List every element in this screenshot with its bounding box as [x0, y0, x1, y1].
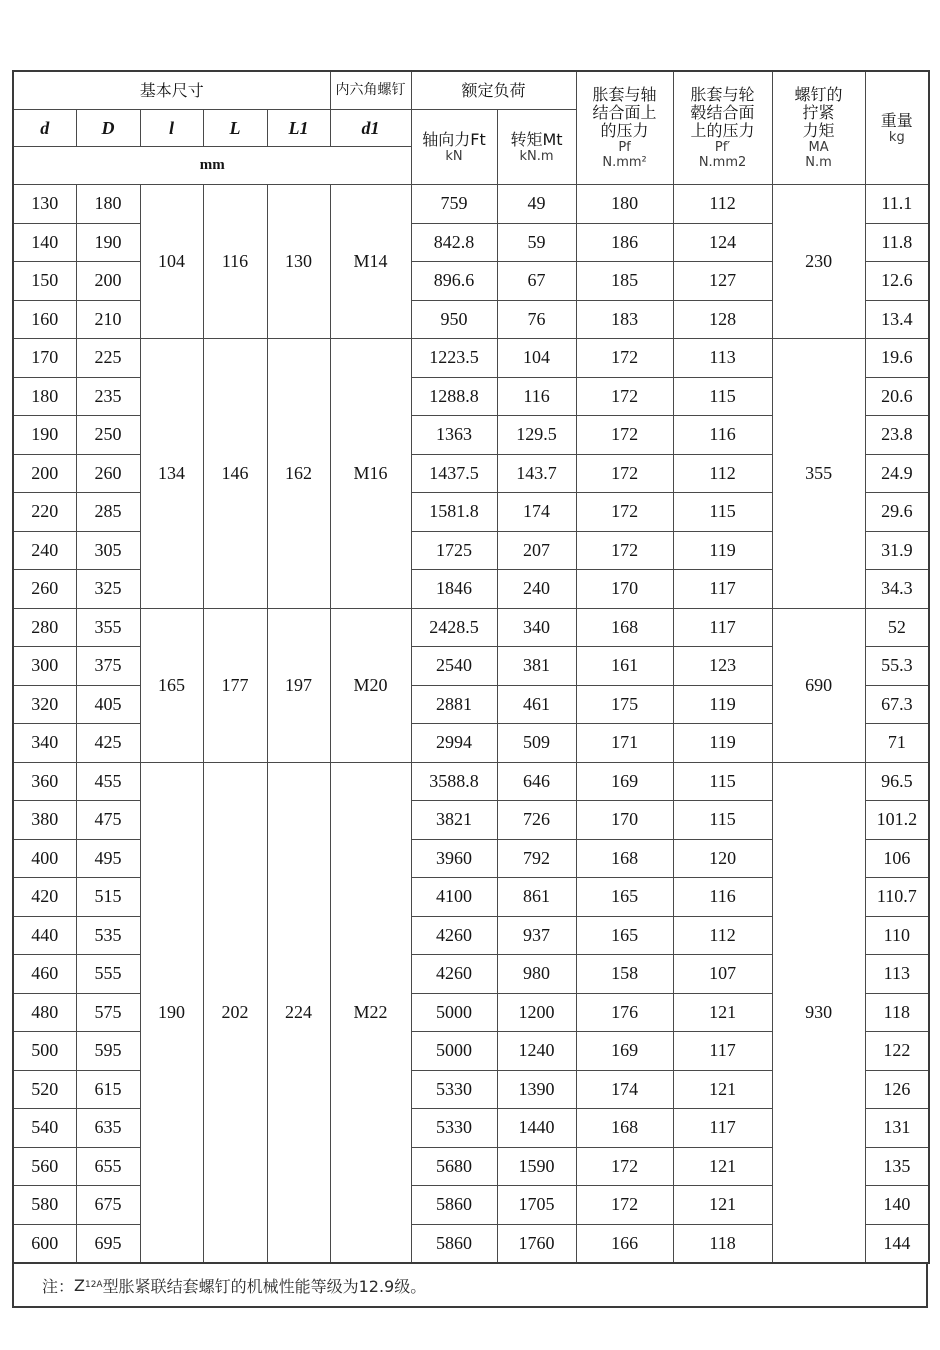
- cell-d: 320: [13, 685, 76, 724]
- cell-d: 360: [13, 762, 76, 801]
- cell-shaft-pressure: 161: [576, 647, 673, 686]
- cell-weight: 144: [865, 1224, 929, 1263]
- cell-D: 190: [76, 223, 140, 262]
- cell-weight: 140: [865, 1186, 929, 1225]
- header-torque: [497, 110, 576, 185]
- hub-pressure-line-1: 胀套与轮: [690, 85, 755, 104]
- cell-torque: 980: [497, 955, 576, 994]
- cell-axial-force: 950: [411, 300, 497, 339]
- cell-D: 675: [76, 1186, 140, 1225]
- cell-shaft-pressure: 166: [576, 1224, 673, 1263]
- cell-hub-pressure: 117: [673, 570, 772, 609]
- cell-hub-pressure: 119: [673, 685, 772, 724]
- cell-D: 595: [76, 1032, 140, 1071]
- cell-d: 200: [13, 454, 76, 493]
- cell-shaft-pressure: 180: [576, 185, 673, 224]
- cell-L: 146: [203, 339, 267, 609]
- cell-L: 202: [203, 762, 267, 1263]
- shaft-pressure-unit: N.mm²: [602, 155, 647, 170]
- cell-d: 140: [13, 223, 76, 262]
- cell-hub-pressure: 119: [673, 531, 772, 570]
- cell-d1: M16: [330, 339, 411, 609]
- cell-weight: 29.6: [865, 493, 929, 532]
- cell-weight: 122: [865, 1032, 929, 1071]
- cell-d: 300: [13, 647, 76, 686]
- cell-hub-pressure: 127: [673, 262, 772, 301]
- cell-weight: 106: [865, 839, 929, 878]
- cell-torque: 207: [497, 531, 576, 570]
- cell-torque: 461: [497, 685, 576, 724]
- cell-d: 280: [13, 608, 76, 647]
- cell-axial-force: 2428.5: [411, 608, 497, 647]
- header-unit-mm: mm: [13, 147, 411, 185]
- cell-hub-pressure: 115: [673, 801, 772, 840]
- cell-shaft-pressure: 172: [576, 1147, 673, 1186]
- cell-weight: 11.1: [865, 185, 929, 224]
- axial-force-label: 轴向力Ft: [422, 130, 486, 149]
- cell-D: 355: [76, 608, 140, 647]
- cell-shaft-pressure: 170: [576, 570, 673, 609]
- cell-d: 400: [13, 839, 76, 878]
- header-col-d: d: [13, 110, 76, 147]
- cell-shaft-pressure: 175: [576, 685, 673, 724]
- table-row: [13, 339, 929, 378]
- screw-torque-unit: N.m: [805, 155, 832, 170]
- cell-screw-torque: 355: [772, 339, 865, 609]
- screw-torque-line-1: 螺钉的: [794, 85, 843, 104]
- cell-shaft-pressure: 171: [576, 724, 673, 763]
- cell-torque: 509: [497, 724, 576, 763]
- table-row: [13, 185, 929, 224]
- hub-pressure-line-2: 毂结合面: [690, 103, 755, 122]
- cell-axial-force: 2881: [411, 685, 497, 724]
- cell-d: 260: [13, 570, 76, 609]
- cell-shaft-pressure: 168: [576, 608, 673, 647]
- shaft-pressure-line-3: 的压力: [600, 121, 649, 140]
- cell-torque: 1240: [497, 1032, 576, 1071]
- cell-axial-force: 5330: [411, 1109, 497, 1148]
- cell-D: 515: [76, 878, 140, 917]
- cell-torque: 646: [497, 762, 576, 801]
- cell-d1: M14: [330, 185, 411, 339]
- cell-weight: 113: [865, 955, 929, 994]
- header-col-l: l: [140, 110, 203, 147]
- cell-shaft-pressure: 172: [576, 339, 673, 378]
- cell-hub-pressure: 117: [673, 608, 772, 647]
- cell-torque: 116: [497, 377, 576, 416]
- cell-hub-pressure: 112: [673, 916, 772, 955]
- cell-axial-force: 5000: [411, 993, 497, 1032]
- col-L1-text: L1: [288, 117, 309, 138]
- cell-shaft-pressure: 165: [576, 916, 673, 955]
- cell-axial-force: 842.8: [411, 223, 497, 262]
- cell-L: 177: [203, 608, 267, 762]
- cell-D: 575: [76, 993, 140, 1032]
- hub-pressure-symbol: Pf′: [714, 140, 731, 155]
- torque-unit: kN.m: [519, 149, 554, 164]
- cell-axial-force: 759: [411, 185, 497, 224]
- cell-D: 225: [76, 339, 140, 378]
- cell-d: 540: [13, 1109, 76, 1148]
- cell-torque: 129.5: [497, 416, 576, 455]
- cell-axial-force: 5860: [411, 1186, 497, 1225]
- cell-torque: 1760: [497, 1224, 576, 1263]
- cell-hub-pressure: 121: [673, 1147, 772, 1186]
- cell-shaft-pressure: 169: [576, 762, 673, 801]
- cell-torque: 67: [497, 262, 576, 301]
- header-col-D: D: [76, 110, 140, 147]
- cell-D: 305: [76, 531, 140, 570]
- cell-D: 475: [76, 801, 140, 840]
- cell-weight: 96.5: [865, 762, 929, 801]
- cell-axial-force: 4260: [411, 916, 497, 955]
- cell-L1: 130: [267, 185, 330, 339]
- screw-torque-symbol: MA: [808, 140, 829, 155]
- screw-torque-line-3: 力矩: [802, 121, 835, 140]
- cell-shaft-pressure: 172: [576, 1186, 673, 1225]
- cell-shaft-pressure: 172: [576, 416, 673, 455]
- cell-L1: 224: [267, 762, 330, 1263]
- cell-axial-force: 5680: [411, 1147, 497, 1186]
- cell-hub-pressure: 116: [673, 416, 772, 455]
- cell-hub-pressure: 113: [673, 339, 772, 378]
- cell-d: 220: [13, 493, 76, 532]
- header-weight: [865, 71, 929, 185]
- cell-hub-pressure: 115: [673, 377, 772, 416]
- header-basic-size: 基本尺寸: [13, 71, 330, 110]
- cell-torque: 1390: [497, 1070, 576, 1109]
- cell-D: 375: [76, 647, 140, 686]
- cell-hub-pressure: 128: [673, 300, 772, 339]
- cell-hub-pressure: 117: [673, 1109, 772, 1148]
- cell-d1: M22: [330, 762, 411, 1263]
- spec-sheet: [12, 70, 928, 1308]
- cell-shaft-pressure: 174: [576, 1070, 673, 1109]
- cell-D: 425: [76, 724, 140, 763]
- cell-l: 190: [140, 762, 203, 1263]
- cell-D: 495: [76, 839, 140, 878]
- cell-D: 210: [76, 300, 140, 339]
- cell-torque: 104: [497, 339, 576, 378]
- cell-shaft-pressure: 172: [576, 454, 673, 493]
- cell-axial-force: 1223.5: [411, 339, 497, 378]
- cell-D: 635: [76, 1109, 140, 1148]
- weight-label: 重量: [880, 111, 913, 130]
- cell-hub-pressure: 115: [673, 762, 772, 801]
- cell-d: 580: [13, 1186, 76, 1225]
- cell-torque: 59: [497, 223, 576, 262]
- screw-torque-line-2: 拧紧: [802, 103, 835, 122]
- cell-d: 180: [13, 377, 76, 416]
- cell-shaft-pressure: 172: [576, 493, 673, 532]
- cell-d: 240: [13, 531, 76, 570]
- header-screw-torque: [772, 71, 865, 185]
- cell-weight: 110.7: [865, 878, 929, 917]
- cell-shaft-pressure: 172: [576, 531, 673, 570]
- cell-weight: 24.9: [865, 454, 929, 493]
- cell-D: 615: [76, 1070, 140, 1109]
- note-z: Z: [74, 1275, 85, 1295]
- cell-hub-pressure: 107: [673, 955, 772, 994]
- cell-shaft-pressure: 165: [576, 878, 673, 917]
- cell-weight: 19.6: [865, 339, 929, 378]
- note-text: 型胀紧联结套螺钉的机械性能等级为12.9级。: [102, 1276, 427, 1296]
- cell-hub-pressure: 123: [673, 647, 772, 686]
- cell-hub-pressure: 121: [673, 1070, 772, 1109]
- cell-axial-force: 1437.5: [411, 454, 497, 493]
- cell-torque: 340: [497, 608, 576, 647]
- cell-torque: 1590: [497, 1147, 576, 1186]
- cell-torque: 174: [497, 493, 576, 532]
- cell-d: 560: [13, 1147, 76, 1186]
- cell-d: 130: [13, 185, 76, 224]
- cell-d: 170: [13, 339, 76, 378]
- torque-label: 转矩Mt: [510, 130, 563, 149]
- cell-axial-force: 1288.8: [411, 377, 497, 416]
- cell-weight: 118: [865, 993, 929, 1032]
- cell-axial-force: 3821: [411, 801, 497, 840]
- cell-d: 520: [13, 1070, 76, 1109]
- cell-D: 535: [76, 916, 140, 955]
- cell-weight: 110: [865, 916, 929, 955]
- cell-d: 150: [13, 262, 76, 301]
- cell-hub-pressure: 112: [673, 185, 772, 224]
- cell-shaft-pressure: 183: [576, 300, 673, 339]
- cell-hub-pressure: 115: [673, 493, 772, 532]
- cell-hub-pressure: 117: [673, 1032, 772, 1071]
- cell-l: 165: [140, 608, 203, 762]
- header-col-L1: [267, 110, 330, 147]
- cell-weight: 55.3: [865, 647, 929, 686]
- cell-d: 160: [13, 300, 76, 339]
- cell-axial-force: 1725: [411, 531, 497, 570]
- cell-hub-pressure: 118: [673, 1224, 772, 1263]
- cell-screw-torque: 690: [772, 608, 865, 762]
- cell-hub-pressure: 119: [673, 724, 772, 763]
- header-row-1: [13, 71, 929, 110]
- cell-axial-force: 1846: [411, 570, 497, 609]
- table-row: [13, 608, 929, 647]
- header-hub-pressure: [673, 71, 772, 185]
- cell-torque: 49: [497, 185, 576, 224]
- cell-D: 285: [76, 493, 140, 532]
- cell-weight: 23.8: [865, 416, 929, 455]
- cell-D: 405: [76, 685, 140, 724]
- cell-shaft-pressure: 172: [576, 377, 673, 416]
- cell-shaft-pressure: 176: [576, 993, 673, 1032]
- cell-D: 325: [76, 570, 140, 609]
- cell-torque: 792: [497, 839, 576, 878]
- cell-D: 455: [76, 762, 140, 801]
- header-col-L: L: [203, 110, 267, 147]
- cell-hub-pressure: 112: [673, 454, 772, 493]
- cell-torque: 240: [497, 570, 576, 609]
- header-bolt: 内六角螺钉: [330, 71, 411, 110]
- cell-axial-force: 5000: [411, 1032, 497, 1071]
- cell-D: 200: [76, 262, 140, 301]
- axial-force-unit: kN: [445, 149, 463, 164]
- cell-D: 260: [76, 454, 140, 493]
- cell-axial-force: 2540: [411, 647, 497, 686]
- cell-axial-force: 3588.8: [411, 762, 497, 801]
- cell-d: 460: [13, 955, 76, 994]
- cell-d: 500: [13, 1032, 76, 1071]
- cell-weight: 71: [865, 724, 929, 763]
- cell-torque: 381: [497, 647, 576, 686]
- shaft-pressure-symbol: Pf: [618, 140, 631, 155]
- shaft-pressure-line-2: 结合面上: [592, 103, 657, 122]
- cell-screw-torque: 930: [772, 762, 865, 1263]
- cell-weight: 34.3: [865, 570, 929, 609]
- cell-weight: 67.3: [865, 685, 929, 724]
- cell-hub-pressure: 121: [673, 993, 772, 1032]
- header-col-d1: [330, 110, 411, 147]
- cell-screw-torque: 230: [772, 185, 865, 339]
- cell-shaft-pressure: 170: [576, 801, 673, 840]
- cell-weight: 31.9: [865, 531, 929, 570]
- cell-L1: 197: [267, 608, 330, 762]
- header-shaft-pressure: [576, 71, 673, 185]
- cell-torque: 726: [497, 801, 576, 840]
- cell-axial-force: 3960: [411, 839, 497, 878]
- cell-weight: 12.6: [865, 262, 929, 301]
- cell-weight: 13.4: [865, 300, 929, 339]
- cell-shaft-pressure: 186: [576, 223, 673, 262]
- cell-D: 180: [76, 185, 140, 224]
- cell-l: 104: [140, 185, 203, 339]
- cell-shaft-pressure: 185: [576, 262, 673, 301]
- cell-d: 480: [13, 993, 76, 1032]
- cell-d: 380: [13, 801, 76, 840]
- cell-weight: 11.8: [865, 223, 929, 262]
- spec-table: [12, 70, 930, 1264]
- cell-shaft-pressure: 168: [576, 1109, 673, 1148]
- note-prefix: 注：: [42, 1276, 75, 1296]
- cell-hub-pressure: 116: [673, 878, 772, 917]
- cell-d: 600: [13, 1224, 76, 1263]
- cell-L1: 162: [267, 339, 330, 609]
- cell-torque: 1200: [497, 993, 576, 1032]
- cell-hub-pressure: 124: [673, 223, 772, 262]
- cell-D: 655: [76, 1147, 140, 1186]
- cell-hub-pressure: 121: [673, 1186, 772, 1225]
- cell-axial-force: 1581.8: [411, 493, 497, 532]
- cell-torque: 1440: [497, 1109, 576, 1148]
- cell-d: 440: [13, 916, 76, 955]
- cell-torque: 1705: [497, 1186, 576, 1225]
- cell-D: 235: [76, 377, 140, 416]
- cell-shaft-pressure: 169: [576, 1032, 673, 1071]
- cell-torque: 861: [497, 878, 576, 917]
- cell-weight: 52: [865, 608, 929, 647]
- cell-D: 555: [76, 955, 140, 994]
- shaft-pressure-line-1: 胀套与轴: [592, 85, 657, 104]
- cell-d: 190: [13, 416, 76, 455]
- table-row: [13, 762, 929, 801]
- cell-shaft-pressure: 168: [576, 839, 673, 878]
- cell-d: 340: [13, 724, 76, 763]
- cell-l: 134: [140, 339, 203, 609]
- cell-weight: 101.2: [865, 801, 929, 840]
- cell-D: 695: [76, 1224, 140, 1263]
- hub-pressure-line-3: 上的压力: [690, 121, 755, 140]
- col-d1-text: d1: [361, 117, 380, 138]
- cell-torque: 937: [497, 916, 576, 955]
- cell-hub-pressure: 120: [673, 839, 772, 878]
- header-axial-force: [411, 110, 497, 185]
- cell-axial-force: 5330: [411, 1070, 497, 1109]
- hub-pressure-unit: N.mm2: [698, 155, 747, 170]
- cell-axial-force: 896.6: [411, 262, 497, 301]
- note-z-subscript: 12A: [84, 1280, 103, 1290]
- cell-weight: 131: [865, 1109, 929, 1148]
- cell-shaft-pressure: 158: [576, 955, 673, 994]
- cell-d1: M20: [330, 608, 411, 762]
- table-body: [13, 71, 929, 1263]
- cell-weight: 126: [865, 1070, 929, 1109]
- footnote: [12, 1264, 928, 1308]
- cell-d: 420: [13, 878, 76, 917]
- cell-axial-force: 5860: [411, 1224, 497, 1263]
- cell-torque: 76: [497, 300, 576, 339]
- cell-L: 116: [203, 185, 267, 339]
- cell-axial-force: 4260: [411, 955, 497, 994]
- cell-torque: 143.7: [497, 454, 576, 493]
- header-rated-load: 额定负荷: [411, 71, 576, 110]
- cell-axial-force: 1363: [411, 416, 497, 455]
- cell-axial-force: 2994: [411, 724, 497, 763]
- cell-D: 250: [76, 416, 140, 455]
- cell-weight: 20.6: [865, 377, 929, 416]
- weight-unit: kg: [888, 130, 905, 145]
- cell-axial-force: 4100: [411, 878, 497, 917]
- cell-weight: 135: [865, 1147, 929, 1186]
